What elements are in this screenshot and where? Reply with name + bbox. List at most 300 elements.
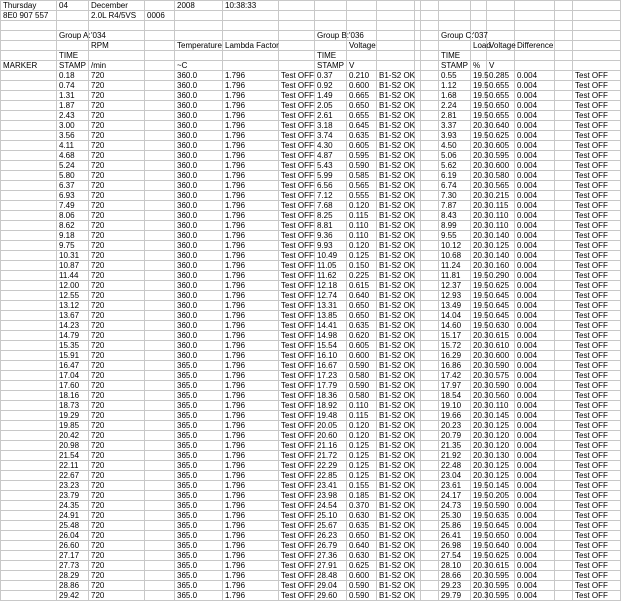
cell[interactable]: 1.796 xyxy=(223,181,279,191)
cell[interactable]: 20.3 xyxy=(471,571,487,581)
cell[interactable]: 360.0 xyxy=(175,281,223,291)
cell[interactable]: 29.23 xyxy=(439,581,471,591)
cell[interactable] xyxy=(1,131,57,141)
cell[interactable]: 25.86 xyxy=(439,521,471,531)
cell[interactable]: Test OFF xyxy=(573,451,621,461)
cell[interactable]: Test OFF xyxy=(573,321,621,331)
cell[interactable]: 720 xyxy=(89,371,145,381)
cell[interactable]: 0.205 xyxy=(487,491,515,501)
cell[interactable]: 720 xyxy=(89,311,145,321)
cell[interactable]: 20.3 xyxy=(471,161,487,171)
cell[interactable]: B1-S2 OK xyxy=(377,191,415,201)
cell[interactable]: 21.92 xyxy=(439,451,471,461)
cell[interactable]: 18.36 xyxy=(315,391,347,401)
cell[interactable] xyxy=(555,1,573,11)
cell[interactable] xyxy=(421,51,439,61)
cell[interactable] xyxy=(377,61,415,71)
cell[interactable]: 360.0 xyxy=(175,301,223,311)
cell[interactable]: 23.79 xyxy=(57,491,89,501)
cell[interactable]: Test OFF xyxy=(573,461,621,471)
cell[interactable]: 27.17 xyxy=(57,551,89,561)
cell[interactable]: Test OFF xyxy=(573,181,621,191)
cell[interactable]: Test OFF xyxy=(279,221,315,231)
cell[interactable] xyxy=(555,181,573,191)
cell[interactable] xyxy=(573,61,621,71)
cell[interactable]: 20.60 xyxy=(315,431,347,441)
cell[interactable] xyxy=(1,341,57,351)
cell[interactable] xyxy=(1,571,57,581)
cell[interactable] xyxy=(279,41,315,51)
cell[interactable]: 720 xyxy=(89,241,145,251)
cell[interactable]: 25.30 xyxy=(439,511,471,521)
cell[interactable] xyxy=(145,291,175,301)
cell[interactable]: 20.05 xyxy=(315,421,347,431)
cell[interactable]: 0.650 xyxy=(347,101,377,111)
cell[interactable] xyxy=(145,361,175,371)
cell[interactable]: 1.796 xyxy=(223,501,279,511)
cell[interactable]: 15.72 xyxy=(439,341,471,351)
cell[interactable]: 720 xyxy=(89,321,145,331)
cell[interactable]: 8.81 xyxy=(315,221,347,231)
cell[interactable] xyxy=(555,101,573,111)
cell[interactable]: 360.0 xyxy=(175,151,223,161)
cell[interactable]: 720 xyxy=(89,81,145,91)
cell[interactable] xyxy=(555,261,573,271)
cell[interactable]: Test OFF xyxy=(573,191,621,201)
cell[interactable] xyxy=(145,281,175,291)
cell[interactable]: 1.796 xyxy=(223,531,279,541)
cell[interactable]: Test OFF xyxy=(573,351,621,361)
cell[interactable]: 720 xyxy=(89,191,145,201)
cell[interactable]: 23.41 xyxy=(315,481,347,491)
cell[interactable] xyxy=(555,491,573,501)
cell[interactable]: 19.5 xyxy=(471,271,487,281)
cell[interactable]: 13.85 xyxy=(315,311,347,321)
cell[interactable] xyxy=(555,121,573,131)
cell[interactable] xyxy=(1,381,57,391)
cell[interactable]: 14.60 xyxy=(439,321,471,331)
cell[interactable]: 0.595 xyxy=(487,591,515,601)
cell[interactable]: 720 xyxy=(89,531,145,541)
cell[interactable] xyxy=(421,561,439,571)
cell[interactable]: Test OFF xyxy=(279,501,315,511)
cell[interactable] xyxy=(555,531,573,541)
cell[interactable]: '034 xyxy=(89,31,145,41)
cell[interactable]: 0.004 xyxy=(515,151,555,161)
cell[interactable]: 365.0 xyxy=(175,371,223,381)
cell[interactable]: 360.0 xyxy=(175,121,223,131)
cell[interactable]: 6.19 xyxy=(439,171,471,181)
cell[interactable]: 1.796 xyxy=(223,91,279,101)
cell[interactable]: Test OFF xyxy=(573,541,621,551)
cell[interactable]: Test OFF xyxy=(573,431,621,441)
cell[interactable] xyxy=(555,311,573,321)
cell[interactable]: 720 xyxy=(89,101,145,111)
cell[interactable]: B1-S2 OK xyxy=(377,321,415,331)
cell[interactable]: 1.796 xyxy=(223,121,279,131)
cell[interactable]: Test OFF xyxy=(279,461,315,471)
cell[interactable]: 0.110 xyxy=(347,221,377,231)
cell[interactable]: 1.796 xyxy=(223,271,279,281)
cell[interactable]: Test OFF xyxy=(573,131,621,141)
cell[interactable]: 365.0 xyxy=(175,581,223,591)
cell[interactable]: 29.04 xyxy=(315,581,347,591)
cell[interactable]: 720 xyxy=(89,561,145,571)
cell[interactable]: 360.0 xyxy=(175,351,223,361)
cell[interactable]: Test OFF xyxy=(573,391,621,401)
cell[interactable]: 720 xyxy=(89,381,145,391)
cell[interactable]: 18.54 xyxy=(439,391,471,401)
cell[interactable]: B1-S2 OK xyxy=(377,401,415,411)
cell[interactable]: 12.93 xyxy=(439,291,471,301)
cell[interactable] xyxy=(145,401,175,411)
cell[interactable]: Test OFF xyxy=(573,91,621,101)
cell[interactable] xyxy=(471,51,487,61)
cell[interactable]: 0.004 xyxy=(515,201,555,211)
cell[interactable]: 1.49 xyxy=(315,91,347,101)
cell[interactable] xyxy=(555,131,573,141)
cell[interactable] xyxy=(145,511,175,521)
cell[interactable]: 0.620 xyxy=(347,331,377,341)
cell[interactable]: Test OFF xyxy=(573,211,621,221)
cell[interactable]: ~C xyxy=(175,61,223,71)
cell[interactable]: B1-S2 OK xyxy=(377,351,415,361)
cell[interactable]: 19.5 xyxy=(471,541,487,551)
cell[interactable]: 1.796 xyxy=(223,381,279,391)
cell[interactable]: 0.004 xyxy=(515,471,555,481)
cell[interactable]: 0.595 xyxy=(487,581,515,591)
cell[interactable]: 1.796 xyxy=(223,111,279,121)
cell[interactable]: 0.004 xyxy=(515,111,555,121)
cell[interactable]: 5.06 xyxy=(439,151,471,161)
cell[interactable]: 8.99 xyxy=(439,221,471,231)
cell[interactable] xyxy=(145,391,175,401)
cell[interactable] xyxy=(555,231,573,241)
cell[interactable] xyxy=(1,331,57,341)
cell[interactable] xyxy=(1,291,57,301)
cell[interactable]: 720 xyxy=(89,181,145,191)
cell[interactable] xyxy=(555,331,573,341)
cell[interactable] xyxy=(1,151,57,161)
cell[interactable]: 0.004 xyxy=(515,561,555,571)
cell[interactable]: Test OFF xyxy=(279,121,315,131)
cell[interactable]: Test OFF xyxy=(573,531,621,541)
cell[interactable]: 0.605 xyxy=(347,141,377,151)
cell[interactable]: 360.0 xyxy=(175,291,223,301)
cell[interactable] xyxy=(421,191,439,201)
cell[interactable]: 0.210 xyxy=(347,71,377,81)
cell[interactable] xyxy=(145,491,175,501)
cell[interactable]: 360.0 xyxy=(175,181,223,191)
cell[interactable]: 0.115 xyxy=(487,201,515,211)
cell[interactable]: 1.796 xyxy=(223,161,279,171)
cell[interactable] xyxy=(515,1,555,11)
cell[interactable]: 1.796 xyxy=(223,131,279,141)
cell[interactable]: 21.54 xyxy=(57,451,89,461)
cell[interactable]: 0.120 xyxy=(487,441,515,451)
cell[interactable] xyxy=(421,11,439,21)
cell[interactable]: 24.73 xyxy=(439,501,471,511)
cell[interactable]: 14.79 xyxy=(57,331,89,341)
cell[interactable]: 360.0 xyxy=(175,161,223,171)
cell[interactable]: 720 xyxy=(89,211,145,221)
cell[interactable]: 2.24 xyxy=(439,101,471,111)
cell[interactable]: 25.10 xyxy=(315,511,347,521)
cell[interactable] xyxy=(145,221,175,231)
cell[interactable]: B1-S2 OK xyxy=(377,341,415,351)
cell[interactable]: Test OFF xyxy=(279,71,315,81)
cell[interactable]: 720 xyxy=(89,461,145,471)
cell[interactable]: 360.0 xyxy=(175,81,223,91)
cell[interactable] xyxy=(555,201,573,211)
cell[interactable] xyxy=(1,31,57,41)
cell[interactable] xyxy=(1,101,57,111)
cell[interactable]: 20.3 xyxy=(471,341,487,351)
cell[interactable]: 20.3 xyxy=(471,471,487,481)
cell[interactable]: 0.625 xyxy=(487,281,515,291)
cell[interactable] xyxy=(145,541,175,551)
cell[interactable]: 1.796 xyxy=(223,581,279,591)
cell[interactable]: 1.796 xyxy=(223,171,279,181)
cell[interactable] xyxy=(1,321,57,331)
cell[interactable]: 0.004 xyxy=(515,541,555,551)
cell[interactable]: Thursday xyxy=(1,1,57,11)
cell[interactable] xyxy=(555,211,573,221)
cell[interactable]: Difference xyxy=(515,41,555,51)
cell[interactable]: 19.5 xyxy=(471,481,487,491)
cell[interactable] xyxy=(145,131,175,141)
cell[interactable]: 11.44 xyxy=(57,271,89,281)
cell[interactable]: 0.130 xyxy=(487,451,515,461)
cell[interactable]: 20.3 xyxy=(471,381,487,391)
cell[interactable]: 0.110 xyxy=(487,221,515,231)
cell[interactable]: B1-S2 OK xyxy=(377,101,415,111)
cell[interactable]: 365.0 xyxy=(175,441,223,451)
cell[interactable]: Test OFF xyxy=(279,571,315,581)
cell[interactable]: 0.595 xyxy=(347,151,377,161)
cell[interactable]: Test OFF xyxy=(279,581,315,591)
cell[interactable] xyxy=(145,161,175,171)
cell[interactable]: 19.5 xyxy=(471,531,487,541)
cell[interactable] xyxy=(439,11,471,21)
cell[interactable] xyxy=(315,1,347,11)
cell[interactable]: 1.796 xyxy=(223,541,279,551)
cell[interactable]: 2.05 xyxy=(315,101,347,111)
cell[interactable]: STAMP xyxy=(315,61,347,71)
cell[interactable]: Test OFF xyxy=(279,321,315,331)
cell[interactable] xyxy=(145,171,175,181)
cell[interactable]: 0.605 xyxy=(347,341,377,351)
cell[interactable]: Group C: xyxy=(439,31,471,41)
cell[interactable]: 20.3 xyxy=(471,391,487,401)
cell[interactable] xyxy=(555,551,573,561)
cell[interactable]: 0.004 xyxy=(515,351,555,361)
cell[interactable] xyxy=(555,241,573,251)
cell[interactable]: B1-S2 OK xyxy=(377,441,415,451)
cell[interactable] xyxy=(421,401,439,411)
cell[interactable] xyxy=(555,21,573,31)
cell[interactable] xyxy=(555,481,573,491)
cell[interactable]: 1.31 xyxy=(57,91,89,101)
cell[interactable]: 0.004 xyxy=(515,91,555,101)
cell[interactable]: 12.55 xyxy=(57,291,89,301)
cell[interactable]: 0.125 xyxy=(347,441,377,451)
cell[interactable]: 19.5 xyxy=(471,111,487,121)
cell[interactable]: 12.37 xyxy=(439,281,471,291)
cell[interactable] xyxy=(145,1,175,11)
cell[interactable]: 720 xyxy=(89,151,145,161)
cell[interactable] xyxy=(1,261,57,271)
cell[interactable]: 1.796 xyxy=(223,191,279,201)
cell[interactable]: Test OFF xyxy=(573,291,621,301)
cell[interactable]: 0.290 xyxy=(487,271,515,281)
cell[interactable] xyxy=(421,391,439,401)
cell[interactable]: 1.796 xyxy=(223,71,279,81)
cell[interactable]: TIME xyxy=(57,51,89,61)
cell[interactable]: 0.655 xyxy=(487,111,515,121)
cell[interactable]: B1-S2 OK xyxy=(377,301,415,311)
cell[interactable] xyxy=(421,381,439,391)
cell[interactable]: 0.155 xyxy=(347,481,377,491)
cell[interactable]: 6.37 xyxy=(57,181,89,191)
cell[interactable]: 20.3 xyxy=(471,201,487,211)
cell[interactable]: 1.796 xyxy=(223,551,279,561)
cell[interactable]: 1.796 xyxy=(223,571,279,581)
cell[interactable] xyxy=(555,71,573,81)
cell[interactable]: 0.004 xyxy=(515,231,555,241)
cell[interactable]: 1.12 xyxy=(439,81,471,91)
cell[interactable]: Test OFF xyxy=(573,381,621,391)
cell[interactable] xyxy=(573,11,621,21)
cell[interactable]: Test OFF xyxy=(279,431,315,441)
cell[interactable]: 720 xyxy=(89,471,145,481)
cell[interactable]: 11.24 xyxy=(439,261,471,271)
cell[interactable] xyxy=(145,561,175,571)
cell[interactable]: 1.68 xyxy=(439,91,471,101)
cell[interactable]: Test OFF xyxy=(573,491,621,501)
cell[interactable]: 720 xyxy=(89,281,145,291)
cell[interactable]: 20.3 xyxy=(471,461,487,471)
cell[interactable]: 20.3 xyxy=(471,431,487,441)
cell[interactable]: 720 xyxy=(89,251,145,261)
cell[interactable]: 1.796 xyxy=(223,411,279,421)
cell[interactable]: 22.67 xyxy=(57,471,89,481)
cell[interactable] xyxy=(421,371,439,381)
cell[interactable] xyxy=(145,551,175,561)
cell[interactable]: V xyxy=(347,61,377,71)
cell[interactable]: Test OFF xyxy=(573,411,621,421)
cell[interactable] xyxy=(555,421,573,431)
cell[interactable]: Test OFF xyxy=(279,261,315,271)
cell[interactable]: B1-S2 OK xyxy=(377,231,415,241)
cell[interactable]: Test OFF xyxy=(573,231,621,241)
cell[interactable]: 360.0 xyxy=(175,171,223,181)
cell[interactable] xyxy=(515,31,555,41)
cell[interactable]: 29.60 xyxy=(315,591,347,601)
cell[interactable] xyxy=(421,201,439,211)
cell[interactable]: 360.0 xyxy=(175,221,223,231)
cell[interactable]: Test OFF xyxy=(573,561,621,571)
cell[interactable]: 0.004 xyxy=(515,481,555,491)
cell[interactable]: 1.796 xyxy=(223,361,279,371)
cell[interactable]: 19.85 xyxy=(57,421,89,431)
cell[interactable] xyxy=(421,521,439,531)
cell[interactable]: 360.0 xyxy=(175,321,223,331)
cell[interactable] xyxy=(421,341,439,351)
cell[interactable]: Test OFF xyxy=(573,441,621,451)
cell[interactable] xyxy=(145,421,175,431)
cell[interactable]: B1-S2 OK xyxy=(377,531,415,541)
cell[interactable]: 22.11 xyxy=(57,461,89,471)
cell[interactable]: 11.62 xyxy=(315,271,347,281)
cell[interactable] xyxy=(347,21,377,31)
cell[interactable]: Test OFF xyxy=(573,341,621,351)
cell[interactable]: 0.004 xyxy=(515,391,555,401)
cell[interactable] xyxy=(279,21,315,31)
cell[interactable]: 1.796 xyxy=(223,301,279,311)
cell[interactable]: 0.004 xyxy=(515,531,555,541)
cell[interactable]: 2.81 xyxy=(439,111,471,121)
cell[interactable]: B1-S2 OK xyxy=(377,571,415,581)
cell[interactable] xyxy=(377,31,415,41)
cell[interactable]: 19.5 xyxy=(471,81,487,91)
cell[interactable]: 5.62 xyxy=(439,161,471,171)
cell[interactable] xyxy=(1,531,57,541)
cell[interactable] xyxy=(555,351,573,361)
cell[interactable]: Test OFF xyxy=(573,251,621,261)
cell[interactable]: 720 xyxy=(89,71,145,81)
cell[interactable]: 4.50 xyxy=(439,141,471,151)
cell[interactable]: 0.55 xyxy=(439,71,471,81)
cell[interactable] xyxy=(555,461,573,471)
cell[interactable]: 0.650 xyxy=(487,531,515,541)
cell[interactable]: 10.12 xyxy=(439,241,471,251)
cell[interactable]: 6.56 xyxy=(315,181,347,191)
cell[interactable]: 11.81 xyxy=(439,271,471,281)
cell[interactable]: Test OFF xyxy=(573,511,621,521)
cell[interactable]: 0.004 xyxy=(515,311,555,321)
cell[interactable]: 0.92 xyxy=(315,81,347,91)
cell[interactable]: 24.54 xyxy=(315,501,347,511)
cell[interactable]: 720 xyxy=(89,391,145,401)
cell[interactable]: 0.645 xyxy=(487,301,515,311)
cell[interactable]: B1-S2 OK xyxy=(377,581,415,591)
cell[interactable]: 720 xyxy=(89,331,145,341)
cell[interactable] xyxy=(1,521,57,531)
cell[interactable] xyxy=(145,531,175,541)
cell[interactable]: 0.125 xyxy=(347,251,377,261)
cell[interactable]: 19.5 xyxy=(471,521,487,531)
cell[interactable]: 720 xyxy=(89,431,145,441)
cell[interactable]: B1-S2 OK xyxy=(377,141,415,151)
cell[interactable]: STAMP xyxy=(439,61,471,71)
cell[interactable]: '036 xyxy=(347,31,377,41)
cell[interactable] xyxy=(145,101,175,111)
cell[interactable]: 20.3 xyxy=(471,561,487,571)
cell[interactable] xyxy=(555,541,573,551)
cell[interactable] xyxy=(1,351,57,361)
cell[interactable] xyxy=(347,1,377,11)
cell[interactable]: 720 xyxy=(89,111,145,121)
cell[interactable] xyxy=(555,141,573,151)
cell[interactable] xyxy=(145,31,175,41)
cell[interactable]: 0.645 xyxy=(487,291,515,301)
cell[interactable] xyxy=(315,21,347,31)
cell[interactable]: 5.80 xyxy=(57,171,89,181)
cell[interactable] xyxy=(421,221,439,231)
cell[interactable]: 0.285 xyxy=(487,71,515,81)
cell[interactable] xyxy=(421,361,439,371)
